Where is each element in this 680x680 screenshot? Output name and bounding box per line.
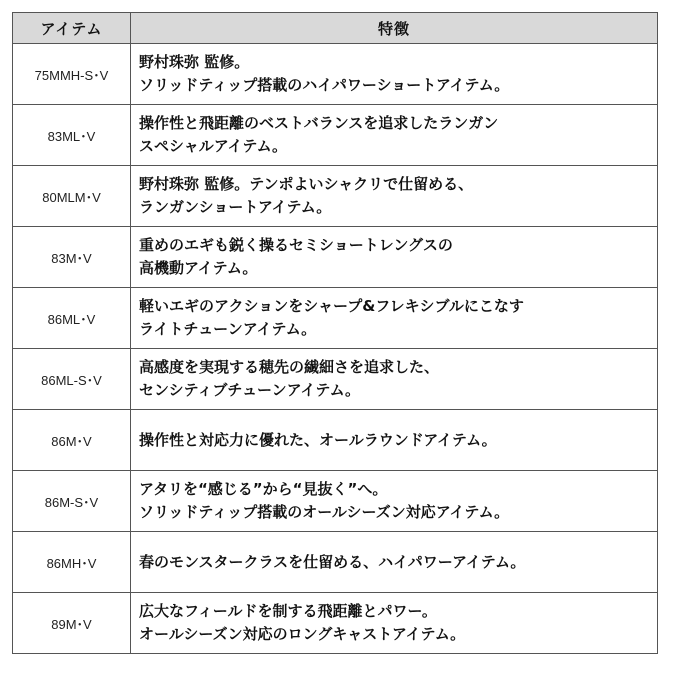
feature-line: 重めのエギも鋭く操るセミショートレングスの [139,236,453,254]
feature-line: 高機動アイテム。 [139,259,258,277]
table-body [13,44,658,654]
feature-cell [131,227,658,288]
feature-line: スペシャルアイテム。 [139,137,288,155]
table-row [13,166,658,227]
table-header-row [13,13,658,44]
item-cell: 75MMH-S･V [13,44,131,105]
feature-cell [131,349,658,410]
item-cell: 86M-S･V [13,471,131,532]
feature-cell [131,471,658,532]
feature-cell [131,593,658,654]
feature-line: 高感度を実現する穂先の繊細さを追求した、 [139,358,440,376]
item-cell: 86ML-S･V [13,349,131,410]
feature-cell [131,105,658,166]
item-cell: 80MLM･V [13,166,131,227]
table-row [13,44,658,105]
table-row [13,471,658,532]
feature-cell [131,44,658,105]
table-row [13,532,658,593]
product-spec-table [12,12,658,654]
table-row [13,349,658,410]
table-row [13,227,658,288]
table-row [13,593,658,654]
feature-line: ランガンショートアイテム。 [139,198,332,216]
feature-line: 野村珠弥 監修。テンポよいシャクリで仕留める、 [139,175,474,193]
item-cell: 83ML･V [13,105,131,166]
item-cell: 89M･V [13,593,131,654]
item-cell: 86ML･V [13,288,131,349]
item-cell: 83M･V [13,227,131,288]
feature-cell [131,166,658,227]
feature-line: 軽いエギのアクションをシャープ&フレキシブルにこなす [139,297,524,315]
feature-line: 操作性と飛距離のベストバランスを追求したランガン [139,114,499,132]
header-feature: 特徴 [131,13,658,44]
feature-line: 操作性と対応力に優れた、オールラウンドアイテム。 [139,430,497,449]
table-row [13,105,658,166]
table-row [13,410,658,471]
feature-line: オールシーズン対応のロングキャストアイテム。 [139,625,466,643]
feature-line: ソリッドティップ搭載のオールシーズン対応アイテム。 [139,503,510,521]
feature-cell [131,532,658,593]
feature-line: 広大なフィールドを制する飛距離とパワー。 [139,602,437,620]
header-item: アイテム [13,13,131,44]
feature-line: 野村珠弥 監修。 [139,53,250,71]
feature-cell [131,410,658,471]
item-cell: 86MH･V [13,532,131,593]
feature-line: 春のモンスタークラスを仕留める、ハイパワーアイテム。 [139,552,526,571]
feature-line: ソリッドティップ搭載のハイパワーショートアイテム。 [139,76,510,94]
table-row [13,288,658,349]
feature-line: センシティブチューンアイテム。 [139,381,361,399]
item-cell: 86M･V [13,410,131,471]
feature-cell [131,288,658,349]
feature-line: ライトチューンアイテム。 [139,320,317,338]
feature-line: アタリを“感じる”から“見抜く”へ。 [139,480,388,498]
